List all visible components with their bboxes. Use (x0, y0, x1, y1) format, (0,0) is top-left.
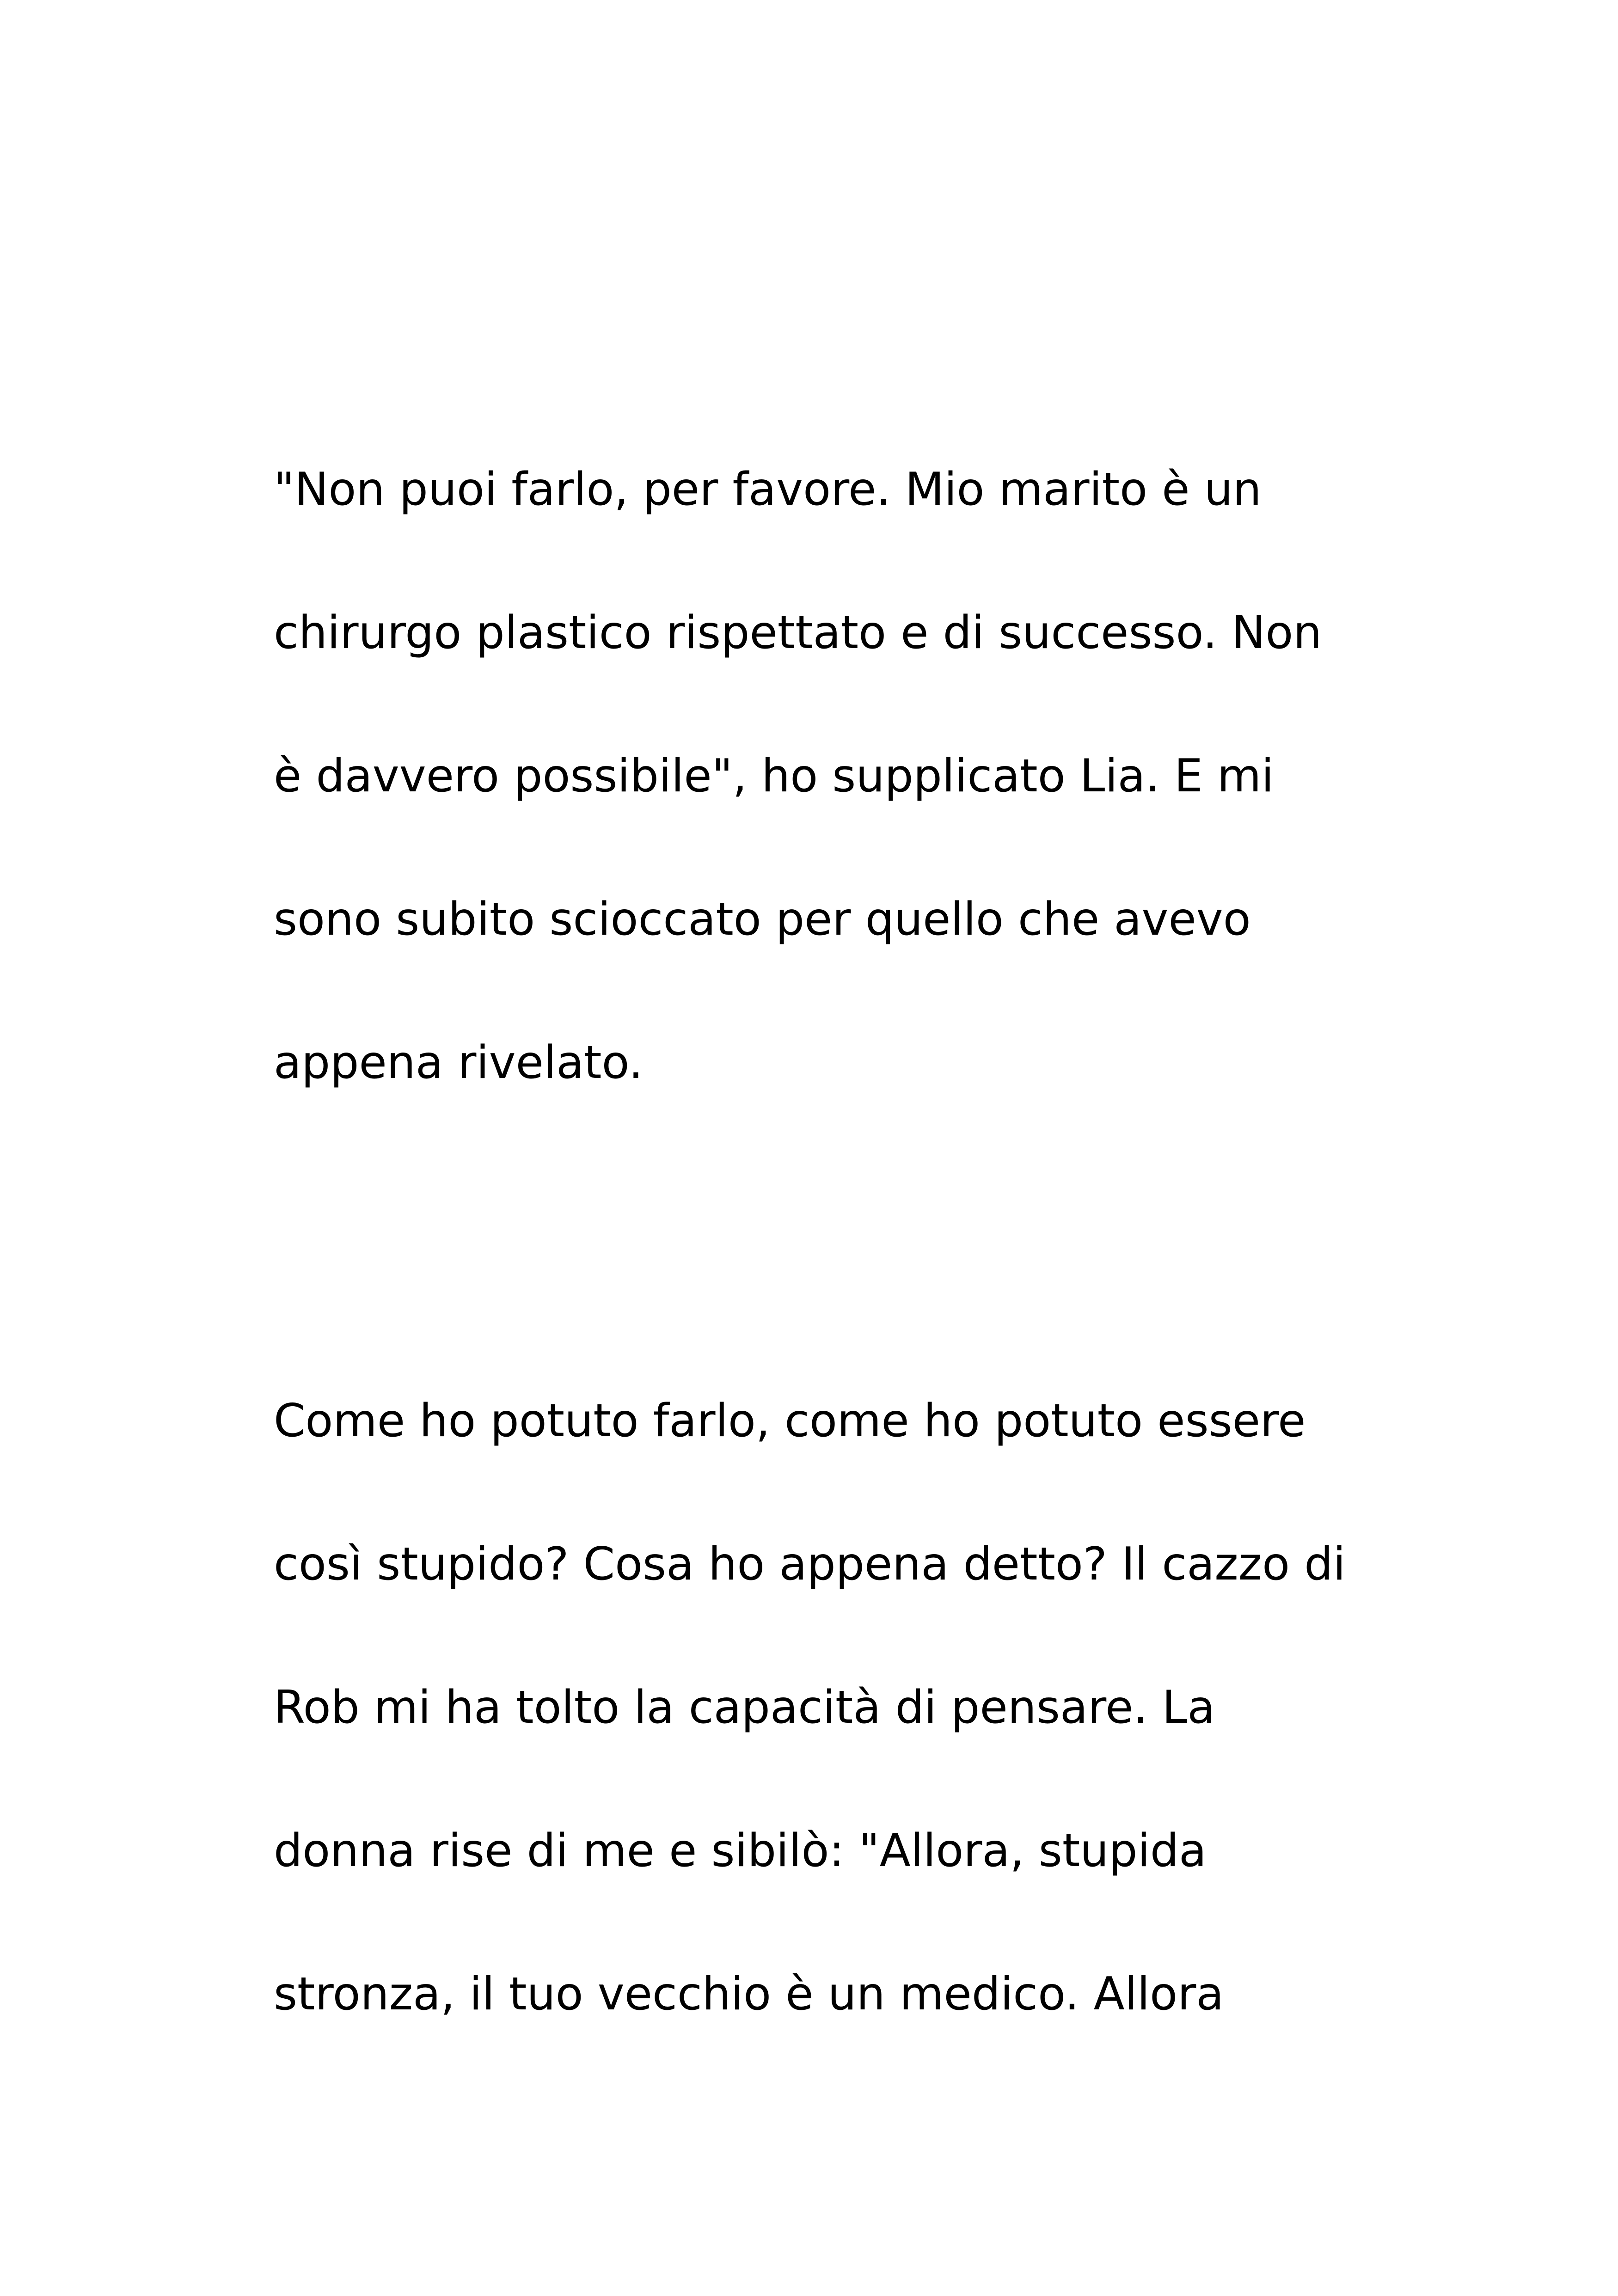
text-line: stronza, il tuo vecchio è un medico. Allora (274, 1968, 1224, 2020)
text-line: così stupido? Cosa ho appena detto? Il cazzo di (274, 1538, 1346, 1591)
text-line: "Non puoi farlo, per favore. Mio marito è un (274, 463, 1262, 516)
text-line: Come ho potuto farlo, come ho potuto essere (274, 1395, 1306, 1447)
text-line: sono subito scioccato per quello che avevo (274, 893, 1251, 946)
text-line: chirurgo plastico rispettato e di successo. Non (274, 606, 1322, 659)
text-line: Rob mi ha tolto la capacità di pensare. La (274, 1681, 1215, 1734)
text-line: è davvero possibile", ho supplicato Lia. E mi (274, 750, 1274, 802)
text-line: appena rivelato. (274, 1036, 643, 1089)
text-line: donna rise di me e sibilò: "Allora, stupida (274, 1825, 1207, 1877)
